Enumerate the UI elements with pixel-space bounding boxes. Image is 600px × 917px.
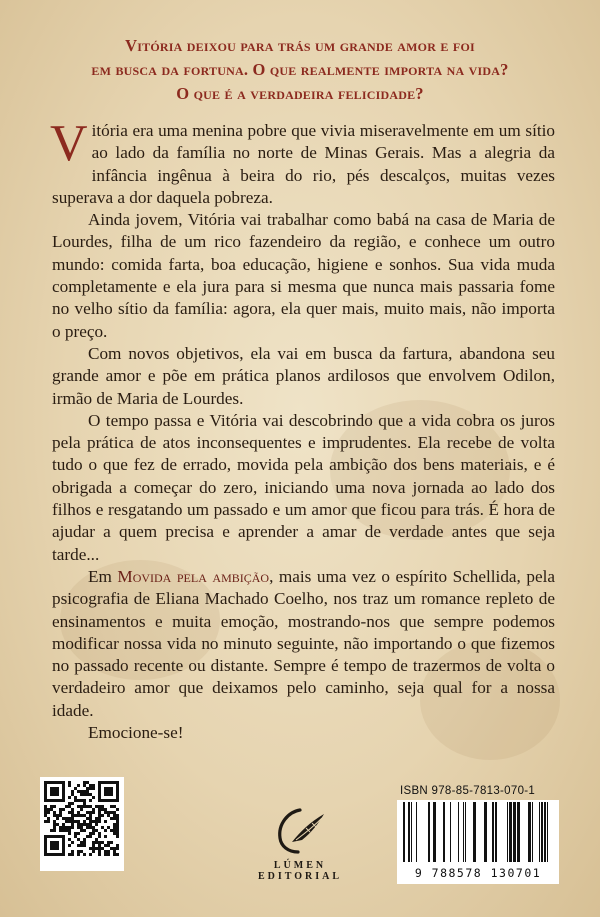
qr-module — [98, 847, 101, 850]
paragraph-text: itória era uma menina pobre que vivia miseravelmente em um sítio ao lado da família no norte de Minas Gerais. Mas a alegria da infância ingênua à beira do rio, pés descalços, muitas vezes superava a dor daquela pobreza. — [52, 121, 555, 207]
qr-code[interactable] — [40, 777, 124, 871]
qr-module — [86, 823, 89, 826]
qr-module — [86, 787, 89, 790]
qr-module — [101, 808, 104, 811]
qr-module — [89, 799, 92, 802]
qr-module — [104, 808, 107, 811]
cover-tagline — [0, 34, 600, 106]
publisher-name-line-1: LÚMEN — [273, 860, 327, 871]
qr-module — [113, 823, 116, 826]
qr-module — [74, 832, 77, 835]
qr-module — [113, 853, 116, 856]
qr-module — [92, 832, 95, 835]
barcode-bar — [428, 802, 430, 862]
qr-module — [92, 844, 95, 847]
qr-module — [68, 826, 71, 829]
qr-module — [68, 832, 71, 835]
qr-module — [107, 826, 110, 829]
qr-module — [95, 820, 98, 823]
qr-module — [98, 811, 101, 814]
qr-module — [116, 808, 119, 811]
qr-module — [53, 814, 56, 817]
qr-module — [80, 805, 83, 808]
qr-module — [104, 853, 107, 856]
qr-module — [98, 820, 101, 823]
barcode-bar — [465, 802, 466, 862]
qr-module — [68, 853, 71, 856]
barcode-digits: 9 788578 130701 — [397, 864, 559, 884]
qr-module — [74, 835, 77, 838]
qr-module — [77, 823, 80, 826]
qr-module — [92, 811, 95, 814]
qr-module — [74, 796, 77, 799]
qr-module — [44, 814, 47, 817]
qr-module — [89, 853, 92, 856]
qr-module — [101, 805, 104, 808]
barcode-bar — [408, 802, 410, 862]
qr-module — [116, 847, 119, 850]
qr-module — [80, 808, 83, 811]
barcode-bar — [433, 802, 436, 862]
isbn-label: ISBN 978-85-7813-070-1 — [400, 785, 536, 797]
qr-module — [104, 829, 107, 832]
qr-module — [83, 790, 86, 793]
publisher-logo — [252, 806, 348, 886]
qr-module — [80, 850, 83, 853]
qr-module — [98, 844, 101, 847]
qr-module — [92, 841, 95, 844]
qr-module — [50, 805, 53, 808]
tagline-line-3: O que é a verdadeira felicidade? — [176, 84, 424, 103]
qr-module — [95, 829, 98, 832]
qr-module — [77, 805, 80, 808]
qr-module — [77, 853, 80, 856]
qr-module — [71, 802, 74, 805]
qr-module — [113, 826, 116, 829]
qr-module — [83, 823, 86, 826]
qr-module — [65, 820, 68, 823]
qr-module — [71, 820, 74, 823]
qr-finder-pattern — [50, 841, 59, 850]
qr-module — [65, 829, 68, 832]
qr-module — [86, 817, 89, 820]
barcode-bar — [544, 802, 546, 862]
qr-module — [101, 814, 104, 817]
qr-module — [68, 817, 71, 820]
qr-finder-pattern — [50, 787, 59, 796]
qr-module — [110, 829, 113, 832]
qr-module — [89, 832, 92, 835]
qr-module — [107, 841, 110, 844]
qr-module — [116, 853, 119, 856]
qr-module — [44, 808, 47, 811]
qr-module — [116, 832, 119, 835]
qr-module — [86, 781, 89, 784]
qr-module — [98, 835, 101, 838]
barcode-bar — [528, 802, 531, 862]
qr-module — [89, 784, 92, 787]
qr-finder-pattern — [104, 787, 113, 796]
synopsis-paragraph-3: Com novos objetivos, ela vai em busca da fartura, abandona seu grande amor e põe em prática planos ardilosos que envolvem Odilon, irmão de Maria de Lourdes. — [52, 343, 555, 408]
qr-module — [89, 817, 92, 820]
qr-module — [98, 841, 101, 844]
qr-module — [98, 808, 101, 811]
qr-module — [110, 805, 113, 808]
qr-module — [80, 826, 83, 829]
drop-cap: V — [50, 115, 88, 172]
qr-module — [89, 820, 92, 823]
qr-module — [104, 850, 107, 853]
qr-module — [47, 808, 50, 811]
qr-module — [113, 817, 116, 820]
qr-module — [110, 847, 113, 850]
qr-module — [83, 844, 86, 847]
qr-module — [80, 844, 83, 847]
qr-module — [104, 820, 107, 823]
qr-module — [77, 811, 80, 814]
qr-module — [110, 841, 113, 844]
qr-module — [47, 817, 50, 820]
qr-module — [68, 796, 71, 799]
synopsis-paragraph-1 — [50, 115, 555, 209]
qr-module — [80, 841, 83, 844]
qr-module — [68, 838, 71, 841]
barcode-bar — [463, 802, 464, 862]
qr-module — [101, 847, 104, 850]
qr-module — [53, 820, 56, 823]
qr-module — [71, 808, 74, 811]
qr-module — [68, 781, 71, 784]
qr-module — [83, 805, 86, 808]
qr-module — [74, 799, 77, 802]
qr-module — [56, 817, 59, 820]
qr-module — [92, 829, 95, 832]
qr-module — [92, 808, 95, 811]
synopsis-paragraph-5 — [52, 566, 555, 722]
qr-module — [116, 820, 119, 823]
qr-module — [113, 829, 116, 832]
qr-module — [116, 835, 119, 838]
qr-module — [83, 802, 86, 805]
qr-module — [80, 790, 83, 793]
qr-module — [86, 790, 89, 793]
qr-module — [68, 802, 71, 805]
qr-module — [62, 829, 65, 832]
qr-module — [113, 847, 116, 850]
qr-module — [80, 799, 83, 802]
qr-module — [113, 805, 116, 808]
qr-module — [86, 805, 89, 808]
qr-module — [86, 811, 89, 814]
qr-module — [113, 850, 116, 853]
qr-code-icon — [40, 777, 124, 871]
paragraph-text: , mais uma vez o espírito Schellida, pela psicografia de Eliana Machado Coelho, nos traz um romance repleto de ensinamentos e muita emoção, mostrando-nos que sempre podemos modificar nossa vida no minuto seguinte, não importando o que fizemos no passado recente ou distante. Sempre é tempo de trazermos de volta o verdadeiro amor que deixamos pelo caminho, seja qual for a nossa idade. — [52, 566, 555, 720]
qr-module — [53, 829, 56, 832]
qr-module — [83, 784, 86, 787]
qr-module — [104, 811, 107, 814]
qr-module — [83, 793, 86, 796]
qr-module — [71, 814, 74, 817]
qr-module — [77, 850, 80, 853]
qr-module — [92, 826, 95, 829]
synopsis-paragraph-4: O tempo passa e Vitória vai descobrindo que a vida cobra os juros pela prática de atos inconsequentes e imprudentes. Ela recebe de volta tudo o que fez de errado, movida pela ambição dos bens materiais, e é obrigada a começar do zero, iniciando uma nova jornada ao lado dos filhos e resgatando um passado e um amor que ficou para trás. É hora de ajudar a quem precisa e aprender a amar de verdade antes que seja tarde... — [52, 410, 555, 564]
qr-module — [95, 847, 98, 850]
qr-module — [110, 811, 113, 814]
qr-module — [83, 814, 86, 817]
qr-module — [77, 844, 80, 847]
qr-module — [56, 823, 59, 826]
synopsis-paragraph-6: Emocione-se! — [88, 723, 184, 743]
qr-module — [86, 826, 89, 829]
qr-module — [71, 823, 74, 826]
qr-module — [86, 835, 89, 838]
qr-module — [74, 820, 77, 823]
barcode-bar — [411, 802, 412, 862]
barcode-bar — [403, 802, 405, 862]
barcode-bar — [517, 802, 520, 862]
qr-module — [89, 835, 92, 838]
qr-module — [116, 826, 119, 829]
qr-module — [95, 841, 98, 844]
book-synopsis — [50, 115, 555, 744]
qr-module — [71, 841, 74, 844]
qr-module — [53, 805, 56, 808]
qr-module — [83, 799, 86, 802]
qr-module — [107, 850, 110, 853]
qr-module — [77, 814, 80, 817]
qr-module — [92, 850, 95, 853]
qr-module — [89, 787, 92, 790]
qr-module — [74, 814, 77, 817]
qr-module — [113, 814, 116, 817]
qr-module — [92, 796, 95, 799]
qr-module — [80, 814, 83, 817]
qr-module — [77, 784, 80, 787]
barcode-bar — [473, 802, 476, 862]
qr-module — [62, 826, 65, 829]
qr-module — [104, 835, 107, 838]
qr-module — [110, 817, 113, 820]
qr-module — [50, 808, 53, 811]
qr-module — [83, 781, 86, 784]
qr-module — [116, 823, 119, 826]
qr-module — [71, 790, 74, 793]
qr-module — [83, 841, 86, 844]
qr-module — [98, 817, 101, 820]
qr-module — [68, 820, 71, 823]
synopsis-paragraph-2: Ainda jovem, Vitória vai trabalhar como babá na casa de Maria de Lourdes, filha de um rico fazendeiro da região, e conhece um outro mundo: comida farta, boa educação, higiene e sonhos. Sua vida muda completamente e ela jura para si mesma que nunca mais passaria fome no velho sítio da família: agora, ela quer mais, muito mais, não importa o preço. — [52, 210, 555, 341]
barcode-bar — [541, 802, 543, 862]
qr-module — [47, 811, 50, 814]
qr-module — [89, 847, 92, 850]
qr-module — [92, 820, 95, 823]
qr-module — [80, 829, 83, 832]
qr-module — [77, 826, 80, 829]
qr-module — [71, 826, 74, 829]
book-title: Movida pela ambição — [117, 566, 270, 586]
qr-module — [83, 820, 86, 823]
qr-module — [107, 811, 110, 814]
qr-module — [59, 808, 62, 811]
barcode-icon — [397, 800, 559, 864]
qr-module — [44, 820, 47, 823]
barcode-bar — [416, 802, 417, 862]
qr-module — [77, 790, 80, 793]
qr-module — [95, 805, 98, 808]
qr-module — [68, 844, 71, 847]
publisher-name-line-2: EDITORIAL — [257, 871, 343, 882]
qr-module — [68, 805, 71, 808]
qr-module — [92, 784, 95, 787]
barcode-bar — [484, 802, 487, 862]
qr-module — [47, 820, 50, 823]
qr-module — [71, 793, 74, 796]
qr-module — [86, 793, 89, 796]
qr-module — [89, 814, 92, 817]
qr-module — [98, 832, 101, 835]
barcode-bar — [513, 802, 516, 862]
barcode-bar — [509, 802, 512, 862]
qr-module — [83, 829, 86, 832]
qr-module — [62, 823, 65, 826]
qr-module — [89, 823, 92, 826]
qr-module — [53, 823, 56, 826]
qr-module — [104, 844, 107, 847]
qr-module — [53, 811, 56, 814]
qr-module — [56, 814, 59, 817]
qr-module — [83, 838, 86, 841]
qr-module — [71, 811, 74, 814]
qr-module — [77, 799, 80, 802]
paragraph-text: Em — [88, 566, 118, 586]
qr-module — [89, 811, 92, 814]
qr-module — [107, 844, 110, 847]
qr-module — [95, 823, 98, 826]
qr-module — [59, 826, 62, 829]
qr-module — [50, 829, 53, 832]
qr-module — [113, 832, 116, 835]
qr-module — [101, 841, 104, 844]
qr-module — [92, 787, 95, 790]
qr-module — [98, 814, 101, 817]
qr-module — [89, 793, 92, 796]
qr-module — [65, 826, 68, 829]
qr-module — [98, 853, 101, 856]
qr-module — [77, 820, 80, 823]
qr-module — [92, 847, 95, 850]
qr-module — [101, 826, 104, 829]
qr-module — [113, 811, 116, 814]
barcode-bar — [532, 802, 533, 862]
qr-module — [107, 814, 110, 817]
qr-module — [71, 850, 74, 853]
qr-module — [74, 787, 77, 790]
qr-module — [116, 829, 119, 832]
qr-module — [68, 829, 71, 832]
qr-module — [83, 853, 86, 856]
qr-module — [71, 853, 74, 856]
qr-module — [65, 817, 68, 820]
qr-module — [65, 805, 68, 808]
qr-module — [59, 814, 62, 817]
barcode-bar — [443, 802, 445, 862]
barcode-bar — [507, 802, 508, 862]
qr-module — [107, 853, 110, 856]
qr-module — [77, 832, 80, 835]
feather-quill-icon — [270, 806, 330, 856]
qr-module — [53, 826, 56, 829]
qr-module — [71, 817, 74, 820]
qr-module — [59, 829, 62, 832]
qr-module — [80, 823, 83, 826]
qr-module — [68, 784, 71, 787]
qr-module — [59, 811, 62, 814]
qr-module — [44, 811, 47, 814]
qr-module — [95, 817, 98, 820]
qr-module — [116, 817, 119, 820]
qr-module — [116, 814, 119, 817]
tagline-line-1: Vitória deixou para trás um grande amor e foi — [125, 36, 475, 55]
barcode-bar — [539, 802, 540, 862]
barcode-bar — [458, 802, 459, 862]
barcode-bar — [495, 802, 497, 862]
qr-module — [95, 838, 98, 841]
qr-module — [89, 826, 92, 829]
qr-module — [98, 850, 101, 853]
tagline-line-2: em busca da fortuna. O que realmente importa na vida? — [91, 60, 509, 79]
qr-module — [77, 838, 80, 841]
qr-module — [98, 805, 101, 808]
barcode-bar — [492, 802, 494, 862]
barcode-bar — [547, 802, 548, 862]
qr-module — [62, 808, 65, 811]
qr-module — [44, 805, 47, 808]
qr-module — [116, 844, 119, 847]
qr-module — [62, 817, 65, 820]
qr-module — [68, 811, 71, 814]
qr-module — [89, 805, 92, 808]
barcode-bar — [450, 802, 451, 862]
qr-module — [80, 793, 83, 796]
